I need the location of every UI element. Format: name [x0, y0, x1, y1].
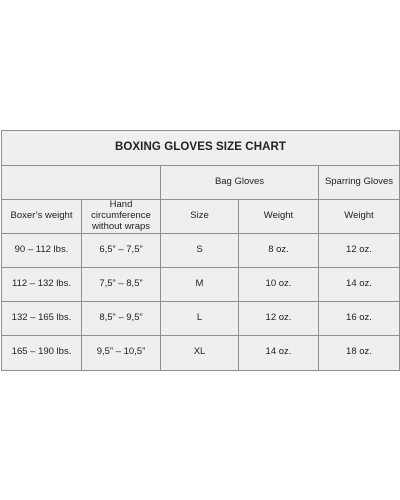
column-header-row: [2, 200, 400, 234]
table-row: [2, 301, 400, 335]
cell-bag-weight: 14 oz.: [239, 335, 319, 370]
cell-bag-weight: 8 oz.: [239, 233, 319, 267]
cell-size: L: [161, 301, 239, 335]
cell-hand-circumference: 6,5” – 7,5”: [82, 233, 161, 267]
cell-size: M: [161, 267, 239, 301]
group-header-bag-gloves: Bag Gloves: [161, 166, 319, 200]
cell-sparring-weight: 12 oz.: [319, 233, 400, 267]
cell-sparring-weight: 18 oz.: [319, 335, 400, 370]
cell-sparring-weight: 16 oz.: [319, 301, 400, 335]
header-hand-circumference: Hand circumference without wraps: [82, 200, 161, 234]
cell-hand-circumference: 9,5” – 10,5”: [82, 335, 161, 370]
cell-bag-weight: 12 oz.: [239, 301, 319, 335]
title-row: [2, 131, 400, 166]
table-row: [2, 267, 400, 301]
chart-title: BOXING GLOVES SIZE CHART: [2, 131, 400, 166]
group-header-empty: [2, 166, 161, 200]
table-row: [2, 335, 400, 370]
cell-boxers-weight: 165 – 190 lbs.: [2, 335, 82, 370]
size-chart-table: [1, 130, 400, 371]
header-sparring-weight: Weight: [319, 200, 400, 234]
cell-boxers-weight: 132 – 165 lbs.: [2, 301, 82, 335]
cell-size: S: [161, 233, 239, 267]
cell-hand-circumference: 7,5” – 8,5”: [82, 267, 161, 301]
group-header-row: [2, 166, 400, 200]
cell-boxers-weight: 112 – 132 lbs.: [2, 267, 82, 301]
table-row: [2, 233, 400, 267]
cell-sparring-weight: 14 oz.: [319, 267, 400, 301]
header-bag-weight: Weight: [239, 200, 319, 234]
cell-size: XL: [161, 335, 239, 370]
group-header-sparring-gloves: Sparring Gloves: [319, 166, 400, 200]
cell-bag-weight: 10 oz.: [239, 267, 319, 301]
cell-hand-circumference: 8,5” – 9,5”: [82, 301, 161, 335]
header-boxers-weight: Boxer’s weight: [2, 200, 82, 234]
header-size: Size: [161, 200, 239, 234]
cell-boxers-weight: 90 – 112 lbs.: [2, 233, 82, 267]
